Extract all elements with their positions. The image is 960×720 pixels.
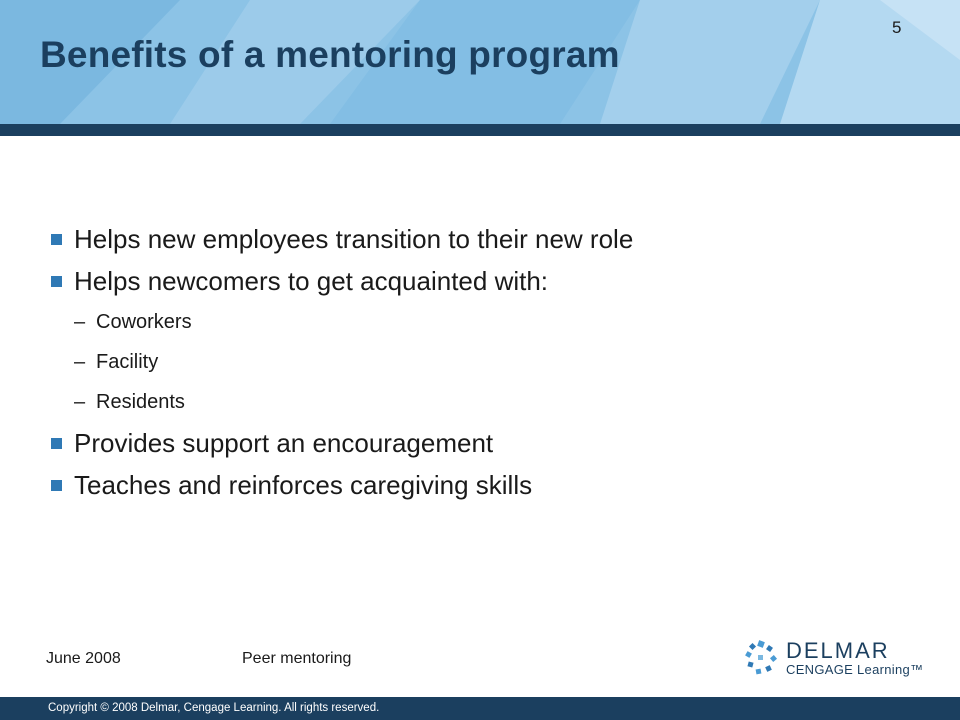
square-bullet-icon [51, 234, 62, 245]
bullet-text: Provides support an encouragement [74, 428, 494, 458]
sub-bullet-text: Residents [96, 391, 185, 413]
sub-bullet-text: Coworkers [96, 311, 192, 333]
sub-bullet-item [50, 382, 910, 422]
delmar-cengage-logo [744, 638, 934, 682]
copyright-bar [0, 697, 960, 720]
bullet-text: Teaches and reinforces caregiving skills [74, 470, 533, 500]
sub-bullet-item [50, 302, 910, 342]
slide-title: Benefits of a mentoring program [40, 34, 620, 75]
bullet-item [50, 260, 910, 302]
footer-title: Peer mentoring [242, 650, 352, 667]
square-bullet-icon [51, 438, 62, 449]
sub-bullet-text: Facility [96, 351, 159, 373]
delmar-logo-mark-icon [744, 640, 780, 676]
slide-number: 5 [892, 18, 902, 37]
bullet-text: Helps new employees transition to their new role [74, 224, 634, 254]
logo-wordmark: DELMAR [786, 638, 890, 663]
bullet-list [50, 218, 910, 506]
square-bullet-icon [51, 276, 62, 287]
header-rule [0, 124, 960, 136]
sub-bullet-item [50, 342, 910, 382]
bullet-item [50, 422, 910, 464]
dash-bullet-icon: – [74, 351, 86, 373]
logo-subwordmark: CENGAGE Learning™ [786, 662, 924, 677]
footer-date: June 2008 [46, 650, 121, 667]
square-bullet-icon [51, 480, 62, 491]
copyright-text: Copyright © 2008 Delmar, Cengage Learning. All rights reserved. [48, 702, 380, 714]
dash-bullet-icon: – [74, 311, 86, 333]
bullet-text: Helps newcomers to get acquainted with: [74, 266, 549, 296]
bullet-item [50, 464, 910, 506]
dash-bullet-icon: – [74, 391, 86, 413]
bullet-item [50, 218, 910, 260]
